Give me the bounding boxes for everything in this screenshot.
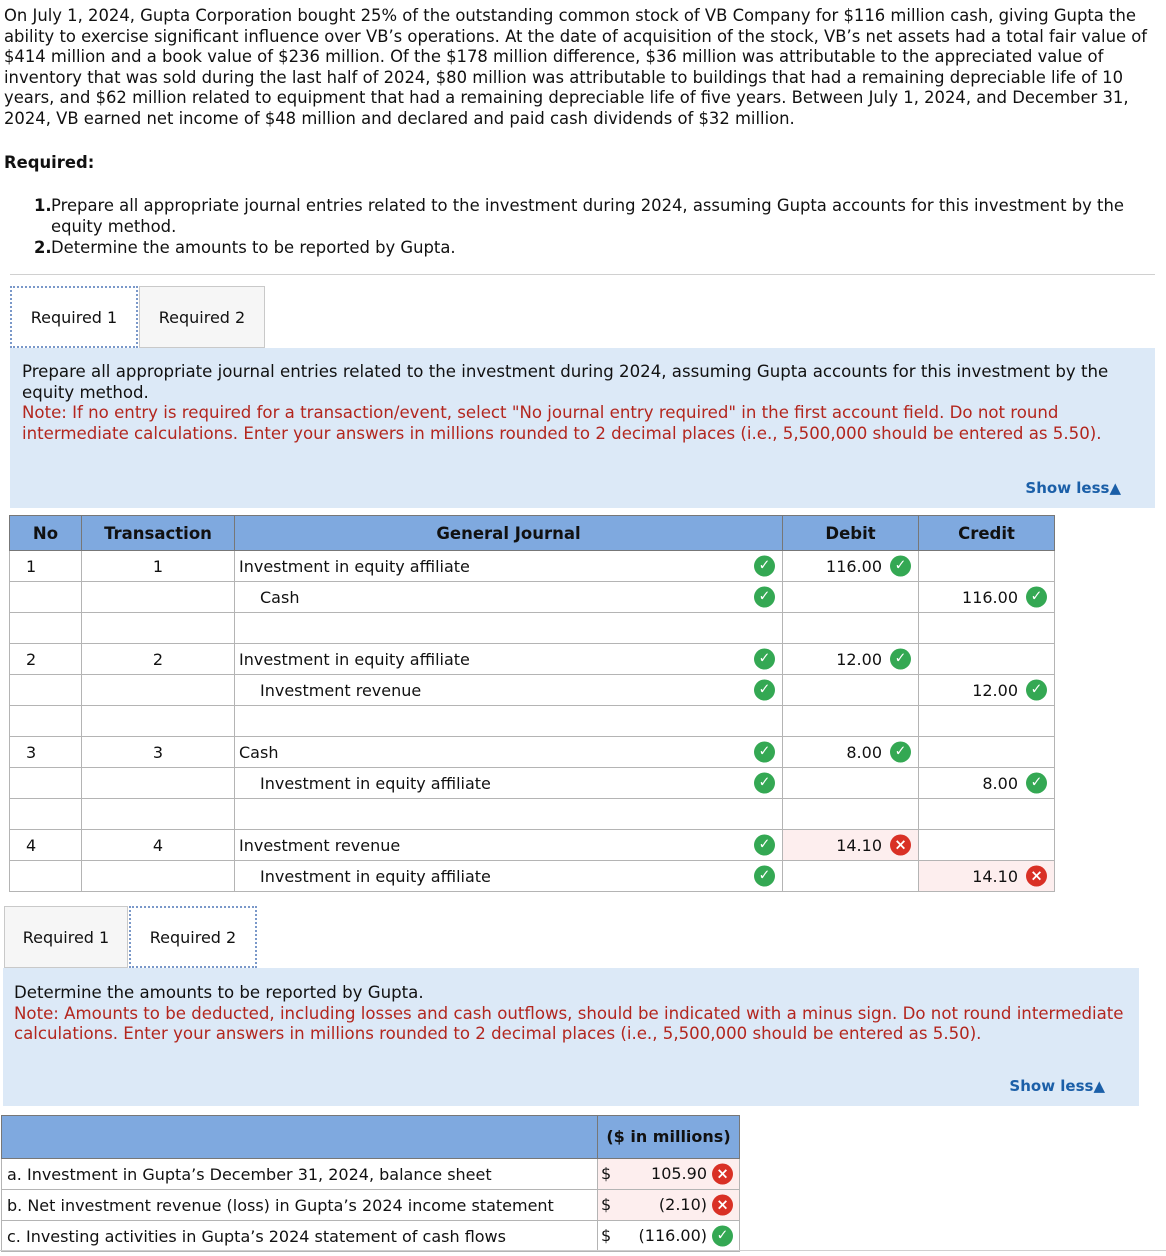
- transaction-cell: [82, 768, 235, 799]
- journal-row: [10, 799, 1055, 830]
- instructions-panel-2: [3, 968, 1139, 1106]
- entry-number-cell: [10, 799, 82, 830]
- x-circle-icon: ×: [712, 1195, 733, 1216]
- transaction-cell: 1: [82, 551, 235, 582]
- transaction-cell: 4: [82, 830, 235, 861]
- credit-field[interactable]: [919, 644, 1055, 675]
- debit-field[interactable]: [783, 706, 919, 737]
- journal-row: [10, 613, 1055, 644]
- credit-field[interactable]: [919, 737, 1055, 768]
- amount-label: b. Net investment revenue (loss) in Gupta’s 2024 income statement: [2, 1190, 598, 1221]
- credit-field[interactable]: [919, 799, 1055, 830]
- check-circle-icon: ✓: [890, 556, 911, 577]
- check-circle-icon: ✓: [1026, 587, 1047, 608]
- currency-symbol: $: [601, 1164, 612, 1183]
- journal-row: [10, 551, 1055, 582]
- account-field[interactable]: Investment revenue ✓: [235, 830, 783, 861]
- tab-required-2[interactable]: Required 2: [139, 286, 265, 348]
- tab-required-1[interactable]: Required 1: [10, 286, 138, 348]
- instruction-note: Note: If no entry is required for a transaction/event, select "No journal entry required" in the first account field. Do not round intermediate calculations. Enter your answers in millions rounded to 2 decimal places (i.e., 5,500,000 should be entered as 5.50).: [22, 403, 1102, 443]
- journal-row: [10, 737, 1055, 768]
- problem-text: On July 1, 2024, Gupta Corporation bought 25% of the outstanding common stock of VB Company for $116 million cash, giving Gupta the ability to exercise significant influence over VB’s operations. At the date of acquisition of the stock, VB’s net assets had a total fair value of $414 million and a book value of $236 million. Of the $178 million difference, $36 million was attributable to the appreciated value of inventory that was sold during the last half of 2024, $80 million was attributable to buildings that had a remaining depreciable life of 10 years, and $62 million related to equipment that had a remaining depreciable life of five years. Between July 1, 2024, and December 31, 2024, VB earned net income of $48 million and declared and paid cash dividends of $32 million.: [4, 6, 1148, 128]
- account-field[interactable]: Investment in equity affiliate ✓: [235, 861, 783, 892]
- check-circle-icon: ✓: [754, 649, 775, 670]
- tab-required-2[interactable]: Required 2: [129, 906, 257, 968]
- entry-number-cell: [10, 768, 82, 799]
- entry-number-cell: 2: [10, 644, 82, 675]
- debit-field[interactable]: [783, 799, 919, 830]
- amount-field[interactable]: [598, 1221, 740, 1252]
- credit-field[interactable]: [919, 830, 1055, 861]
- transaction-cell: 3: [82, 737, 235, 768]
- debit-field[interactable]: [783, 613, 919, 644]
- account-field[interactable]: [235, 799, 783, 830]
- bottom-divider: [0, 1250, 1166, 1251]
- amount-value[interactable]: (2.10): [658, 1195, 707, 1214]
- show-less-label: Show less: [1025, 479, 1110, 497]
- debit-field[interactable]: 116.00 ✓: [783, 551, 919, 582]
- instruction-text: Determine the amounts to be reported by Gupta.: [14, 983, 424, 1002]
- transaction-cell: [82, 675, 235, 706]
- check-circle-icon: ✓: [712, 1226, 733, 1247]
- triangle-up-icon: ▲: [1093, 1077, 1105, 1095]
- debit-field[interactable]: 14.10 ×: [783, 830, 919, 861]
- debit-field[interactable]: 8.00 ✓: [783, 737, 919, 768]
- transaction-cell: [82, 799, 235, 830]
- transaction-cell: [82, 613, 235, 644]
- transaction-cell: [82, 861, 235, 892]
- journal-row: [10, 675, 1055, 706]
- requirement-number: 2.: [34, 238, 52, 257]
- amount-row: [2, 1221, 740, 1252]
- currency-symbol: $: [601, 1226, 612, 1245]
- amount-value[interactable]: 105.90: [651, 1164, 707, 1183]
- entry-number-cell: [10, 675, 82, 706]
- transaction-cell: [82, 706, 235, 737]
- journal-row: [10, 706, 1055, 737]
- journal-row: [10, 644, 1055, 675]
- amount-value[interactable]: (116.00): [638, 1226, 707, 1245]
- col-header-transaction: Transaction: [82, 516, 235, 551]
- col-header-credit: Credit: [919, 516, 1055, 551]
- entry-number-cell: [10, 582, 82, 613]
- show-less-link[interactable]: [1025, 478, 1121, 499]
- credit-field[interactable]: [919, 551, 1055, 582]
- journal-header-row: [10, 516, 1055, 551]
- check-circle-icon: ✓: [754, 680, 775, 701]
- instruction-note: Note: Amounts to be deducted, including losses and cash outflows, should be indicated with a minus sign. Do not round intermediate calculations. Enter your answers in millions rounded to 2 decimal places (i.e., 5,500,000 should be entered as 5.50).: [14, 1003, 1124, 1043]
- amounts-table: [1, 1115, 740, 1252]
- debit-field[interactable]: [783, 861, 919, 892]
- credit-field[interactable]: [919, 706, 1055, 737]
- amount-label: a. Investment in Gupta’s December 31, 2024, balance sheet: [2, 1159, 598, 1190]
- col-header-no: No: [10, 516, 82, 551]
- debit-field[interactable]: 12.00 ✓: [783, 644, 919, 675]
- col-header-general-journal: General Journal: [235, 516, 783, 551]
- account-field[interactable]: Investment revenue ✓: [235, 675, 783, 706]
- check-circle-icon: ✓: [754, 835, 775, 856]
- journal-table: [9, 515, 1055, 892]
- entry-number-cell: 1: [10, 551, 82, 582]
- amount-row: [2, 1190, 740, 1221]
- credit-field[interactable]: 116.00 ✓: [919, 582, 1055, 613]
- entry-number-cell: 4: [10, 830, 82, 861]
- requirement-text: Prepare all appropriate journal entries related to the investment during 2024, assuming Gupta accounts for this investment by the equity method.: [51, 196, 1124, 236]
- x-circle-icon: ×: [712, 1164, 733, 1185]
- entry-number-cell: [10, 861, 82, 892]
- instruction-text: Prepare all appropriate journal entries related to the investment during 2024, assuming Gupta accounts for this investment by the equity method.: [22, 362, 1109, 402]
- amount-label: c. Investing activities in Gupta’s 2024 statement of cash flows: [2, 1221, 598, 1252]
- show-less-link[interactable]: [1009, 1076, 1105, 1097]
- requirement-item: [34, 195, 1124, 237]
- amount-field[interactable]: [598, 1159, 740, 1190]
- show-less-label: Show less: [1009, 1077, 1094, 1095]
- currency-symbol: $: [601, 1195, 612, 1214]
- divider: [10, 274, 1155, 275]
- journal-row: [10, 861, 1055, 892]
- account-field[interactable]: [235, 613, 783, 644]
- account-field[interactable]: Investment in equity affiliate ✓: [235, 644, 783, 675]
- journal-row: [10, 582, 1055, 613]
- check-circle-icon: ✓: [754, 866, 775, 887]
- amounts-header-blank: [2, 1116, 598, 1159]
- requirements-list: [34, 195, 1124, 258]
- account-field[interactable]: Cash ✓: [235, 737, 783, 768]
- requirement-text: Determine the amounts to be reported by Gupta.: [51, 238, 456, 257]
- credit-field[interactable]: 14.10 ×: [919, 861, 1055, 892]
- check-circle-icon: ✓: [1026, 680, 1047, 701]
- x-circle-icon: ×: [890, 835, 911, 856]
- account-field[interactable]: Cash ✓: [235, 582, 783, 613]
- instructions-panel-1: [10, 348, 1155, 508]
- journal-row: [10, 768, 1055, 799]
- triangle-up-icon: ▲: [1109, 479, 1121, 497]
- entry-number-cell: [10, 613, 82, 644]
- requirement-item: [34, 237, 1124, 258]
- check-circle-icon: ✓: [754, 742, 775, 763]
- col-header-debit: Debit: [783, 516, 919, 551]
- entry-number-cell: [10, 706, 82, 737]
- check-circle-icon: ✓: [754, 556, 775, 577]
- debit-field[interactable]: [783, 582, 919, 613]
- account-field[interactable]: [235, 706, 783, 737]
- credit-field[interactable]: [919, 613, 1055, 644]
- debit-field[interactable]: [783, 675, 919, 706]
- required-heading: Required:: [4, 153, 95, 172]
- transaction-cell: [82, 582, 235, 613]
- check-circle-icon: ✓: [1026, 773, 1047, 794]
- transaction-cell: 2: [82, 644, 235, 675]
- x-circle-icon: ×: [1026, 866, 1047, 887]
- check-circle-icon: ✓: [754, 587, 775, 608]
- amount-field[interactable]: [598, 1190, 740, 1221]
- check-circle-icon: ✓: [890, 649, 911, 670]
- amounts-header-units: ($ in millions): [598, 1116, 740, 1159]
- debit-field[interactable]: [783, 768, 919, 799]
- entry-number-cell: 3: [10, 737, 82, 768]
- credit-field[interactable]: 12.00 ✓: [919, 675, 1055, 706]
- journal-row: [10, 830, 1055, 861]
- check-circle-icon: ✓: [890, 742, 911, 763]
- account-field[interactable]: Investment in equity affiliate ✓: [235, 551, 783, 582]
- tab-required-1[interactable]: Required 1: [4, 906, 128, 968]
- amount-row: [2, 1159, 740, 1190]
- account-field[interactable]: Investment in equity affiliate ✓: [235, 768, 783, 799]
- check-circle-icon: ✓: [754, 773, 775, 794]
- amounts-header-row: [2, 1116, 740, 1159]
- credit-field[interactable]: 8.00 ✓: [919, 768, 1055, 799]
- requirement-number: 1.: [34, 196, 52, 215]
